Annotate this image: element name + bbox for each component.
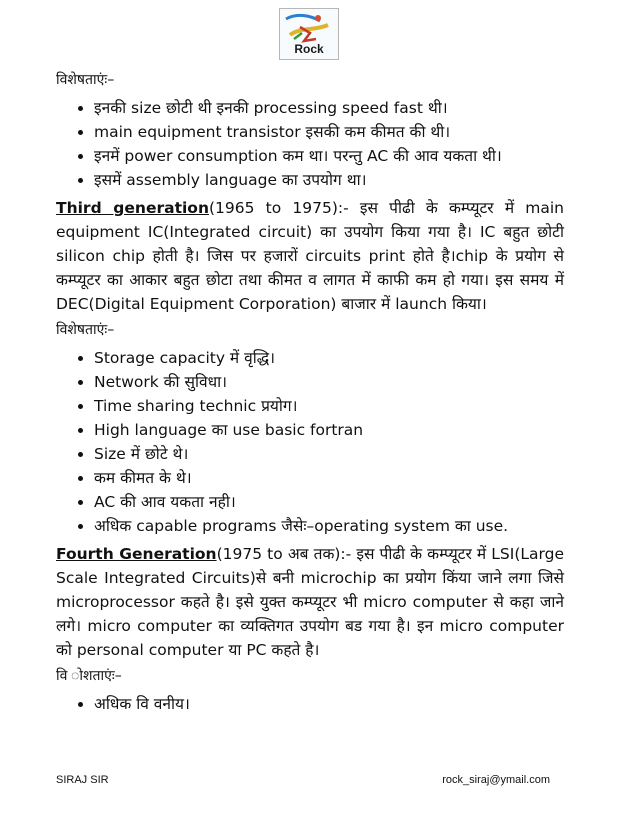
list-item: • High language का use basic fortran xyxy=(94,418,564,442)
rock-logo xyxy=(279,8,339,60)
logo-text: Rock xyxy=(294,42,324,56)
list-item: • Network की सुविधा। xyxy=(94,370,564,394)
list-item: • Size में छोटे थे। xyxy=(94,442,564,466)
third-generation-paragraph xyxy=(56,196,564,316)
features-list-1 xyxy=(56,96,564,192)
section-heading-features-3: वि ोशताएंः– xyxy=(56,668,122,684)
list-item: • इनकी size छोटी थी इनकी processing speed fast थी। xyxy=(94,96,564,120)
footer-email: rock_siraj@ymail.com xyxy=(442,774,550,786)
list-item: • अधिक capable programs जैसेः–operating system का use. xyxy=(94,514,564,538)
list-item: • Time sharing technic प्रयोग। xyxy=(94,394,564,418)
features-list-2 xyxy=(56,346,564,538)
section-heading-features-1: विशेषताएंः– xyxy=(56,72,115,88)
document-body xyxy=(56,70,564,720)
list-item: • AC की आव यकता नही। xyxy=(94,490,564,514)
fourth-generation-text: (1975 to अब तक):- इस पीढी के कम्प्यूटर में LSI(Large Scale Integrated Circuits)से बनी microchip का प्रयोग किंया जाने लगा जिसे microprocessor कहते है। इसे युक्त कम्प्यूटर भी micro computer से कहा जाने लगे। micro computer का व्यक्तिगत उपयोग बड गया है। इन micro computer को personal computer या PC कहते है। xyxy=(56,545,564,659)
list-item: • कम कीमत के थे। xyxy=(94,466,564,490)
list-item: • main equipment transistor इसकी कम कीमत की थी। xyxy=(94,120,564,144)
list-item: • Storage capacity में वृद्धि। xyxy=(94,346,564,370)
features-list-3 xyxy=(56,692,564,716)
third-generation-text: (1965 to 1975):- इस पीढी के कम्प्यूटर में main equipment IC(Integrated circuit) का उपयोग किया गया है। IC बहुत छोटी silicon chip होती है। जिस पर हजारों circuits print होते है।chip के प्रयोग से कम्प्यूटर का आकार बहुत छोटा तथा कीमत व लागत में काफी कम हो गया। इस समय में DEC(Digital Equipment Corporation) बाजार में launch किया। xyxy=(56,199,564,313)
third-generation-title: Third generation xyxy=(56,199,209,217)
fourth-generation-title: Fourth Generation xyxy=(56,545,217,563)
list-item: • इसमें assembly language का उपयोग था। xyxy=(94,168,564,192)
footer-author: SIRAJ SIR xyxy=(56,774,109,786)
section-heading-features-2: विशेषताएंः– xyxy=(56,322,115,338)
list-item: • इनमें power consumption कम था। परन्तु AC की आव यकता थी। xyxy=(94,144,564,168)
list-item: • अधिक वि वनीय। xyxy=(94,692,564,716)
fourth-generation-paragraph xyxy=(56,542,564,662)
